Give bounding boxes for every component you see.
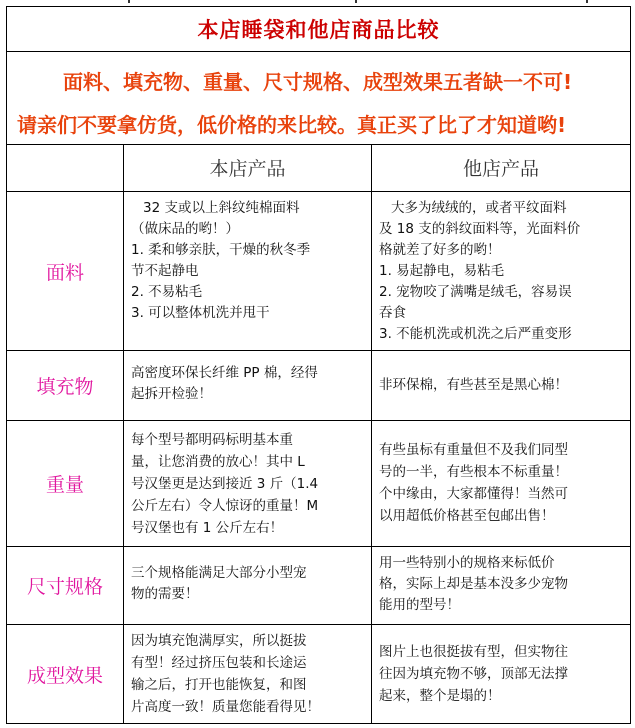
text-line: 有型！经过挤压包装和长途运: [131, 655, 307, 671]
theirs-text: [379, 375, 624, 396]
ours-text: [131, 198, 365, 324]
text-line: 片高度一致！质量您能看得见！: [131, 699, 320, 715]
text-line: 物的需要！: [131, 586, 199, 602]
theirs-cell: [372, 192, 630, 350]
theirs-cell: [372, 421, 630, 546]
ours-text: [131, 630, 365, 718]
theirs-cell: [372, 547, 630, 624]
text-line: 往因为填充物不够，顶部无法撑: [379, 666, 568, 682]
text-line: 因为填充饱满厚实，所以挺拔: [131, 633, 307, 649]
text-line: 2. 不易粘毛: [131, 284, 203, 300]
text-line: 能用的型号！: [379, 597, 460, 613]
table-row-fabric: [7, 192, 630, 351]
row-label-cell: [7, 421, 124, 546]
comparison-sheet: [6, 6, 631, 724]
text-line: 高密度环保长纤维 PP 棉，经得: [131, 365, 318, 381]
text-line: 个中缘由，大家都懂得！当然可: [379, 486, 568, 502]
header-theirs-label: 他店产品: [462, 158, 539, 180]
page-title: 本店睡袋和他店商品比较: [197, 18, 440, 42]
theirs-text: [379, 553, 624, 616]
text-line: 图片上也很挺拔有型，但实物往: [379, 644, 568, 660]
header-ours: [124, 144, 372, 191]
ours-text: [131, 363, 365, 405]
ours-cell: [124, 351, 372, 420]
row-label: 填充物: [36, 376, 94, 398]
text-line: 大多为绒绒的，或者平纹面料: [391, 200, 567, 216]
text-line: 号汉堡更是达到接近 3 斤（1.4: [131, 476, 319, 492]
text-line: 以用超低价格甚至包邮出售！: [379, 508, 555, 524]
text-line: 号的一半，有些根本不标重量！: [379, 464, 568, 480]
row-label-cell: [7, 547, 124, 624]
ours-cell: [124, 625, 372, 724]
theirs-cell: [372, 351, 630, 420]
table-row-filling: [7, 351, 630, 421]
ours-text: [131, 429, 365, 539]
theirs-cell: [372, 625, 630, 724]
text-line: 3. 可以整体机洗并甩干: [131, 305, 270, 321]
title-row: [7, 7, 630, 52]
text-line: 3. 不能机洗或机洗之后严重变形: [379, 326, 572, 342]
table-row-size: [7, 547, 630, 625]
text-line: 量，让您消费的放心！其中 L: [131, 454, 305, 470]
text-line: 1. 柔和够亲肤，干燥的秋冬季: [131, 242, 311, 258]
text-line: 有些虽标有重量但不及我们同型: [379, 442, 568, 458]
banner-line-1: 面料、填充物、重量、尺寸规格、成型效果五者缺一不可!: [63, 70, 573, 94]
text-line: 非环保棉，有些甚至是黑心棉！: [379, 377, 568, 393]
text-line: 及 18 支的斜纹面料等，光面料价: [379, 221, 581, 237]
theirs-text: [379, 641, 624, 707]
theirs-text: [379, 198, 624, 345]
row-label: 成型效果: [26, 665, 103, 687]
text-line: 起来，整个是塌的！: [379, 688, 501, 704]
text-line: 每个型号都明码标明基本重: [131, 432, 293, 448]
row-label-cell: [7, 625, 124, 724]
row-label-cell: [7, 192, 124, 350]
table-header-row: [7, 144, 630, 192]
text-line: 节不起静电: [131, 263, 199, 279]
header-theirs: [372, 144, 630, 191]
text-line: （做床品的哟！）: [131, 221, 239, 237]
banner-line-2: 请亲们不要拿仿货，低价格的来比较。真正买了比了才知道哟!: [17, 113, 567, 137]
ours-cell: [124, 547, 372, 624]
text-line: 2. 宠物咬了满嘴是绒毛，容易误: [379, 284, 572, 300]
table-row-shape: [7, 625, 630, 724]
row-label-cell: [7, 351, 124, 420]
row-label: 重量: [45, 474, 84, 496]
row-label: 面料: [45, 261, 84, 284]
ours-text: [131, 563, 365, 605]
theirs-text: [379, 439, 624, 527]
text-line: 吞食: [379, 305, 406, 321]
ours-cell: [124, 192, 372, 350]
text-line: 32 支或以上斜纹纯棉面料: [143, 200, 300, 216]
text-line: 公斤左右）令人惊讶的重量！M: [131, 498, 319, 514]
text-line: 用一些特别小的规格来标低价: [379, 555, 555, 571]
text-line: 格，实际上却是基本没多少宠物: [379, 576, 568, 592]
header-blank-cell: [7, 144, 124, 191]
ours-cell: [124, 421, 372, 546]
text-line: 号汉堡也有 1 公斤左右！: [131, 520, 284, 536]
row-label: 尺寸规格: [26, 576, 103, 598]
text-line: 起拆开检验！: [131, 386, 212, 402]
text-line: 输之后，打开也能恢复，和图: [131, 677, 307, 693]
banner: [7, 52, 630, 145]
header-ours-label: 本店产品: [209, 158, 286, 180]
text-line: 1. 易起静电，易粘毛: [379, 263, 505, 279]
table-row-weight: [7, 421, 630, 547]
text-line: 三个规格能满足大部分小型宠: [131, 565, 307, 581]
text-line: 格就差了好多的哟！: [379, 242, 501, 258]
